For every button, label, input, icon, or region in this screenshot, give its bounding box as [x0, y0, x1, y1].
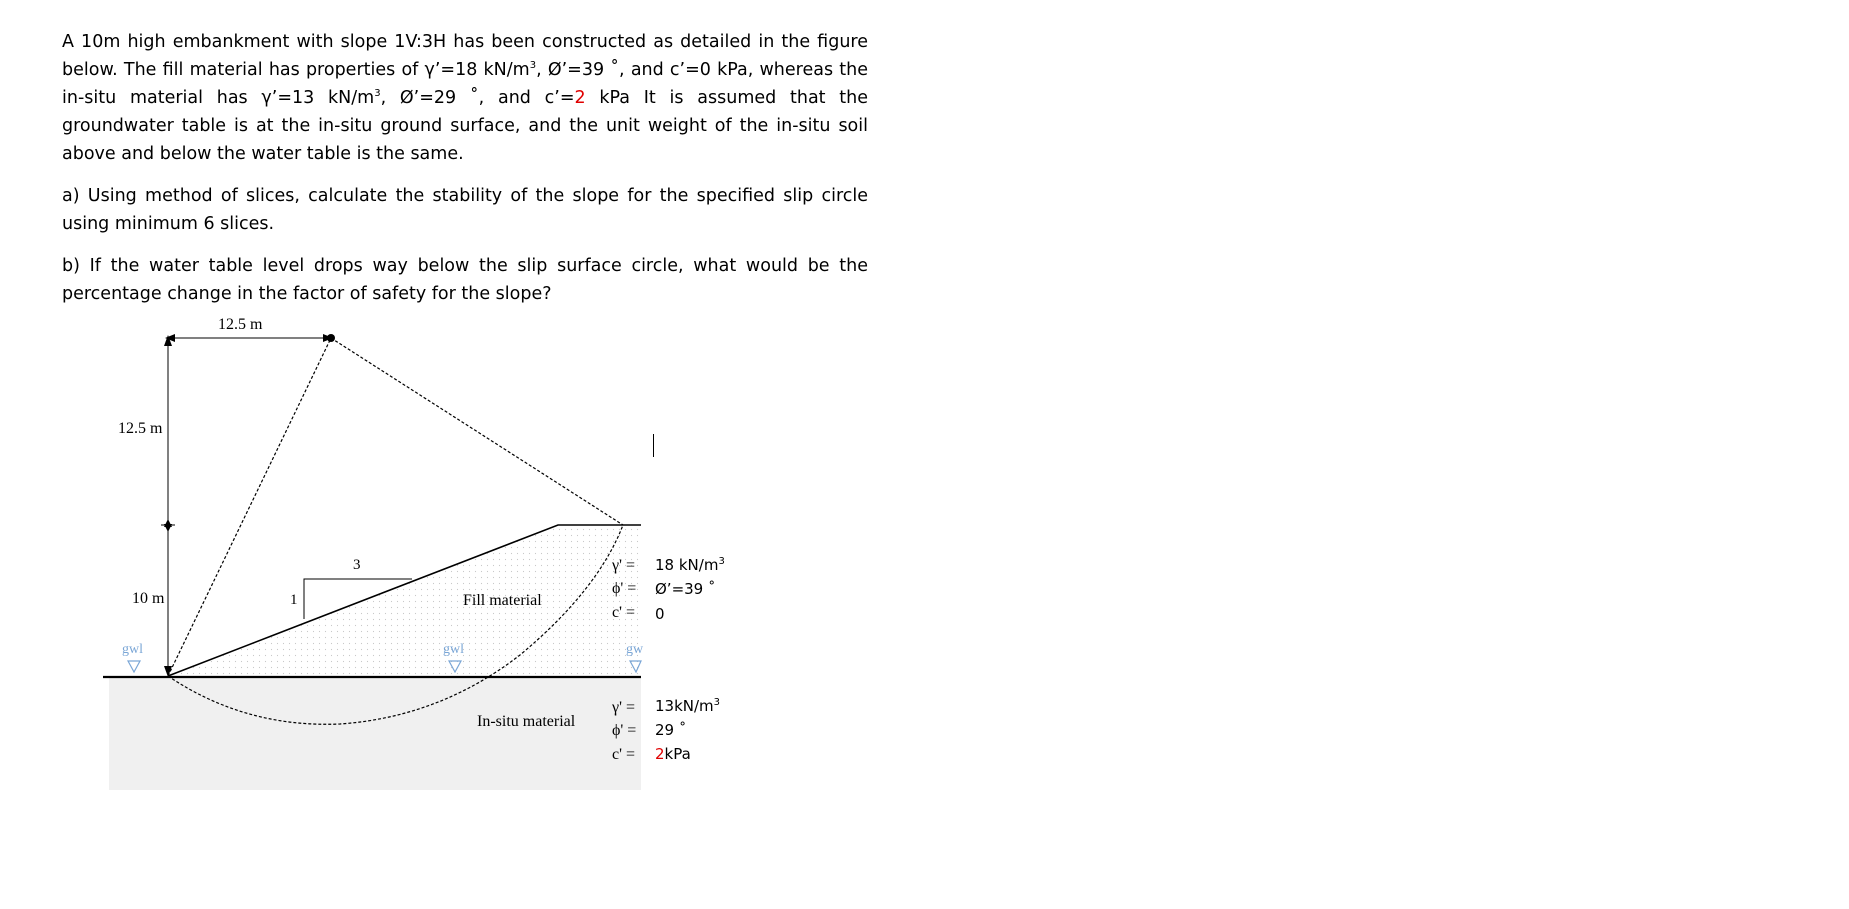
problem-intro: A 10m high embankment with slope 1V:3H has been constructed as detailed in the figure below. The fill material has properties of γ’=18 $kN/m^3$, Ø’=39 ˚, and c’=0 kPa, whereas the in-situ material has γ’=13 $kN/m^3$, Ø’=29 ˚, and c’=2 kPa It is assumed that the groundwater table is at the in-situ ground surface, and the unit weight of the in-situ soil above and below the water table is the same. — [62, 32, 868, 164]
insitu-material-label: In-situ material — [477, 713, 576, 730]
insitu-c-symbol: c' = — [612, 746, 636, 763]
insitu-ground — [109, 677, 641, 790]
insitu-phi-value: 29 ˚ — [655, 721, 687, 739]
problem-part-a: a) Using method of slices, calculate the stability of the slope for the specified slip circle using minimum 6 slices. — [62, 186, 868, 234]
radius-line-right — [331, 338, 623, 525]
gwl-label-right: gw — [626, 642, 644, 657]
fill-phi-symbol: ϕ' = — [612, 580, 637, 597]
fill-c-value: 0 — [655, 605, 665, 623]
fill-gamma-symbol: γ' = — [612, 557, 635, 574]
dim-top-label: 12.5 m — [218, 316, 263, 333]
insitu-gamma-symbol: γ' = — [612, 699, 635, 716]
insitu-gamma-value: $13kN/m^3$ — [655, 697, 721, 715]
insitu-phi-symbol: ϕ' = — [612, 722, 637, 739]
problem-part-b: b) If the water table level drops way below the slip surface circle, what would be the percentage change in the factor of safety for the slope? — [62, 256, 868, 304]
insitu-c-value: 2kPa — [655, 745, 691, 763]
slope-run-label: 3 — [353, 557, 361, 573]
slope-rise-label: 1 — [290, 592, 298, 608]
gwl-symbol-left — [128, 661, 140, 672]
text-cursor — [653, 434, 654, 457]
circle-center — [327, 334, 335, 342]
fill-gamma-value: 18 $kN/m^3$ — [655, 556, 725, 574]
fill-c-symbol: c' = — [612, 604, 636, 621]
gwl-label-mid: gwl — [443, 642, 464, 657]
dim-left-upper-label: 12.5 m — [118, 420, 163, 437]
gwl-label-left: gwl — [122, 642, 143, 657]
fill-embankment — [168, 525, 644, 676]
fill-material-label: Fill material — [463, 592, 542, 609]
fill-phi-value: Ø’=39 ˚ — [655, 580, 716, 598]
dim-left-lower-label: 10 m — [132, 590, 165, 607]
